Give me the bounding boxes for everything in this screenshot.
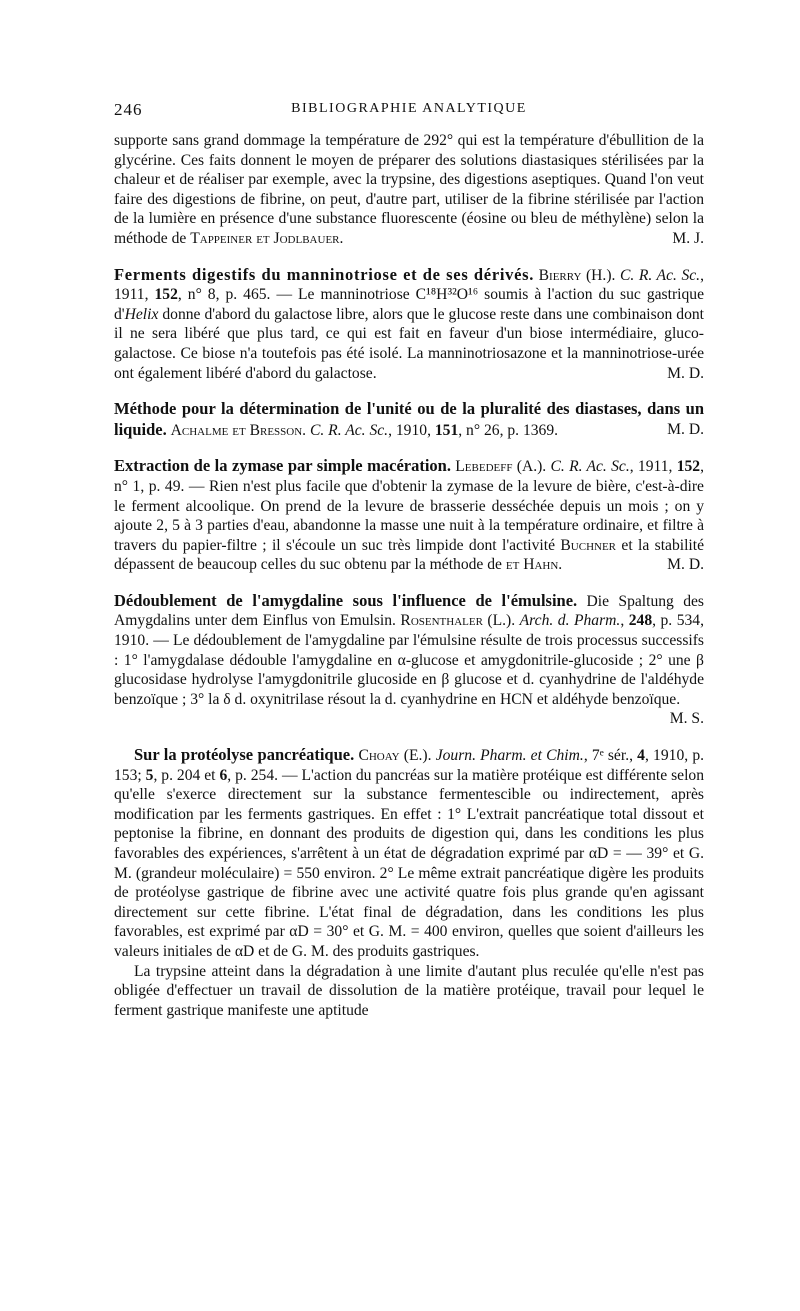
entry-ref-2: , 1910, p. 153;	[114, 747, 705, 784]
entry-volume: 248	[628, 612, 653, 630]
page-number: 246	[114, 100, 143, 119]
entry-italic-word: Helix	[124, 305, 159, 323]
entry-title: Extraction de la zymase par simple macération.	[114, 456, 451, 476]
entry-author: Choay (E.).	[358, 747, 432, 765]
entry-journal: C. R. Ac. Sc.	[550, 458, 630, 476]
entry-volume: 152	[154, 286, 178, 304]
entry-author-inline-2: et Hahn.	[505, 556, 563, 574]
entry-text: supporte sans grand dommage la température de 292° qui est la température d'ébullition de la glycérine. Ces faits donnent le moyen de préparer des solutions diastasiques stérilisées par la chaleur et de réaliser par exemple, avec la trypsine, des digestions aseptiques. Quand l'on veut faire des digestions de fibrine, on peut, d'autre part, utiliser de la fibrine stérilisée par l'action de la lumière en présence d'une substance fluorescente (éosine ou bleu de méthylène) selon la méthode de	[114, 132, 704, 247]
entry-proteolyse	[114, 745, 704, 1020]
entry-text-cont: et la stabilité dépassent de beaucoup celles du suc obtenu par la méthode de	[114, 536, 704, 574]
entry-author: Lebedeff (A.).	[455, 458, 547, 476]
entry-text-cont: donne d'abord du galactose libre, alors que le glucose reste dans une combinaison dont il ne sera libéré que plus tard, ce qui est fait en faveur d'un biose intermédiaire, gluco-galactose. Ce biose n'a toutefois pas été isolé. La manninotriosazone et la manninotriose-urée ont également libéré d'abord du galactose.	[114, 305, 704, 382]
entry-volume: 151	[434, 421, 459, 439]
entry-ref-end: , p. 534, 1910. —	[114, 612, 704, 650]
entry-volume: 152	[676, 458, 701, 476]
entry-title: Dédoublement de l'amygdaline sous l'influence de l'émulsine.	[114, 590, 578, 610]
entry-zymase	[114, 456, 704, 575]
page-header	[114, 100, 704, 124]
reviewer-initials: M. J.	[672, 229, 704, 247]
entry-volume-3: 6	[219, 766, 228, 784]
entry-author: Achalme et Bresson.	[170, 421, 307, 439]
entry-continuation	[114, 131, 704, 249]
entry-amygdaline	[114, 591, 704, 729]
entry-text: Le manninotriose C¹⁸H³²O¹⁶ soumis à l'action du suc gastrique d'	[114, 286, 704, 323]
entry-journal: C. R. Ac. Sc.	[620, 266, 701, 284]
entry-journal: Journ. Pharm. et Chim.	[435, 747, 584, 765]
entry-ref-4: , p. 254. —	[227, 766, 302, 784]
entry-ref-end: , n° 8, p. 465. —	[177, 286, 299, 304]
entry-subtitle: Die Spaltung des Amygdalins unter dem Einflus von Emulsin.	[114, 592, 704, 630]
entry-title: Ferments digestifs du manninotriose et de ses dérivés.	[114, 264, 535, 284]
entry-author-inline: Buchner	[560, 536, 617, 554]
reviewer-initials: M. D.	[667, 364, 704, 382]
entry-ref: , 7ᵉ sér.,	[583, 747, 638, 765]
entry-manninotriose	[114, 265, 704, 384]
entry-volume: 4	[637, 747, 645, 765]
entry-ref: ,	[620, 612, 629, 630]
entry-ref: , 1911,	[629, 458, 677, 476]
entry-ref-3: , p. 204 et	[153, 766, 220, 784]
entry-ref-end: , n° 26, p. 1369.	[458, 421, 559, 439]
reviewer-initials: M. D.	[667, 420, 704, 438]
entry-author: Bierry (H.).	[538, 266, 616, 284]
reviewer-initials: M. S.	[669, 710, 704, 728]
page-body	[114, 131, 704, 1020]
entry-journal: C. R. Ac. Sc.	[309, 421, 389, 439]
entry-authors: Tappeiner et Jodlbauer.	[190, 229, 344, 247]
entry-author: Rosenthaler (L.).	[400, 612, 516, 630]
entry-journal: Arch. d. Pharm.	[519, 612, 621, 630]
reviewer-initials: M. D.	[667, 556, 704, 574]
entry-text: Le dédoublement de l'amygdaline par l'émulsine résulte de trois processus successifs : 1° l'amygdalase dédouble l'amygdaline en α-glucose et amygdonitrile-glucoside ; 2° une β glucosidase hydrolyse l'amygdonitrile glucoside en β glucose et d. cyanhydrine de l'aldéhyde benzoïque ; 3° la δ d. oxynitrilase résout la d. cyanhydrine en HCN et aldéhyde benzoïque.	[114, 632, 704, 708]
running-title: BIBLIOGRAPHIE ANALYTIQUE	[291, 101, 527, 116]
entry-ref: , 1911,	[114, 266, 704, 304]
entry-ref-end: , n° 1, p. 49. —	[114, 458, 704, 495]
entry-paragraph-2: La trypsine atteint dans la dégradation à une limite d'autant plus reculée qu'elle n'est pas obligée d'effectuer un travail de dissolution de la matière protéique, travail pour lequel le ferment gastrique manifeste une aptitude	[114, 962, 704, 1019]
entry-ref: , 1910,	[388, 421, 435, 439]
entry-title: Méthode pour la détermination de l'unité ou de la pluralité des diastases, dans un liquide.	[114, 399, 704, 439]
entry-paragraph-1	[114, 745, 704, 962]
entry-text: Rien n'est plus facile que d'obtenir la zymase de la levure de bière, c'est-à-dire le ferment alcoolique. On prend de la levure de brasserie desséchée depuis un mois ; on y ajoute 2, 5 à 3 parties d'eau, abandonne la masse une nuit à la température ordinaire, et filtre à travers du papier-filtre ; il s'écoule un suc très limpide dont l'activité	[114, 477, 704, 554]
entry-volume-2: 5	[145, 766, 154, 784]
entry-diastases	[114, 399, 704, 440]
entry-title: Sur la protéolyse pancréatique.	[134, 745, 355, 765]
entry-text: L'action du pancréas sur la matière protéique est différente selon qu'elle s'exerce directement sur la substance fermentescible ou indirectement, après modification par les ferments gastriques. En effet : 1° L'extrait pancréatique total dissout et peptonise la fibrine, en donnant des produits de digestion qui, dans les conditions les plus favorables des expériences, s'arrêtent à un état de dégradation exprimé par αD = — 39° et G. M. (grandeur moléculaire) = 550 environ. 2° Le même extrait pancréatique digère les produits de protéolyse gastrique de fibrine avec une activité quatre fois plus grande qu'en agissant directement sur cette fibrine. L'état final de dégradation, dans les conditions les plus favorables, est exprimé par αD = 30° et G. M. = 400 environ, quelles que soient d'ailleurs les valeurs initiales de αD et de G. M. des produits gastriques.	[114, 766, 705, 960]
